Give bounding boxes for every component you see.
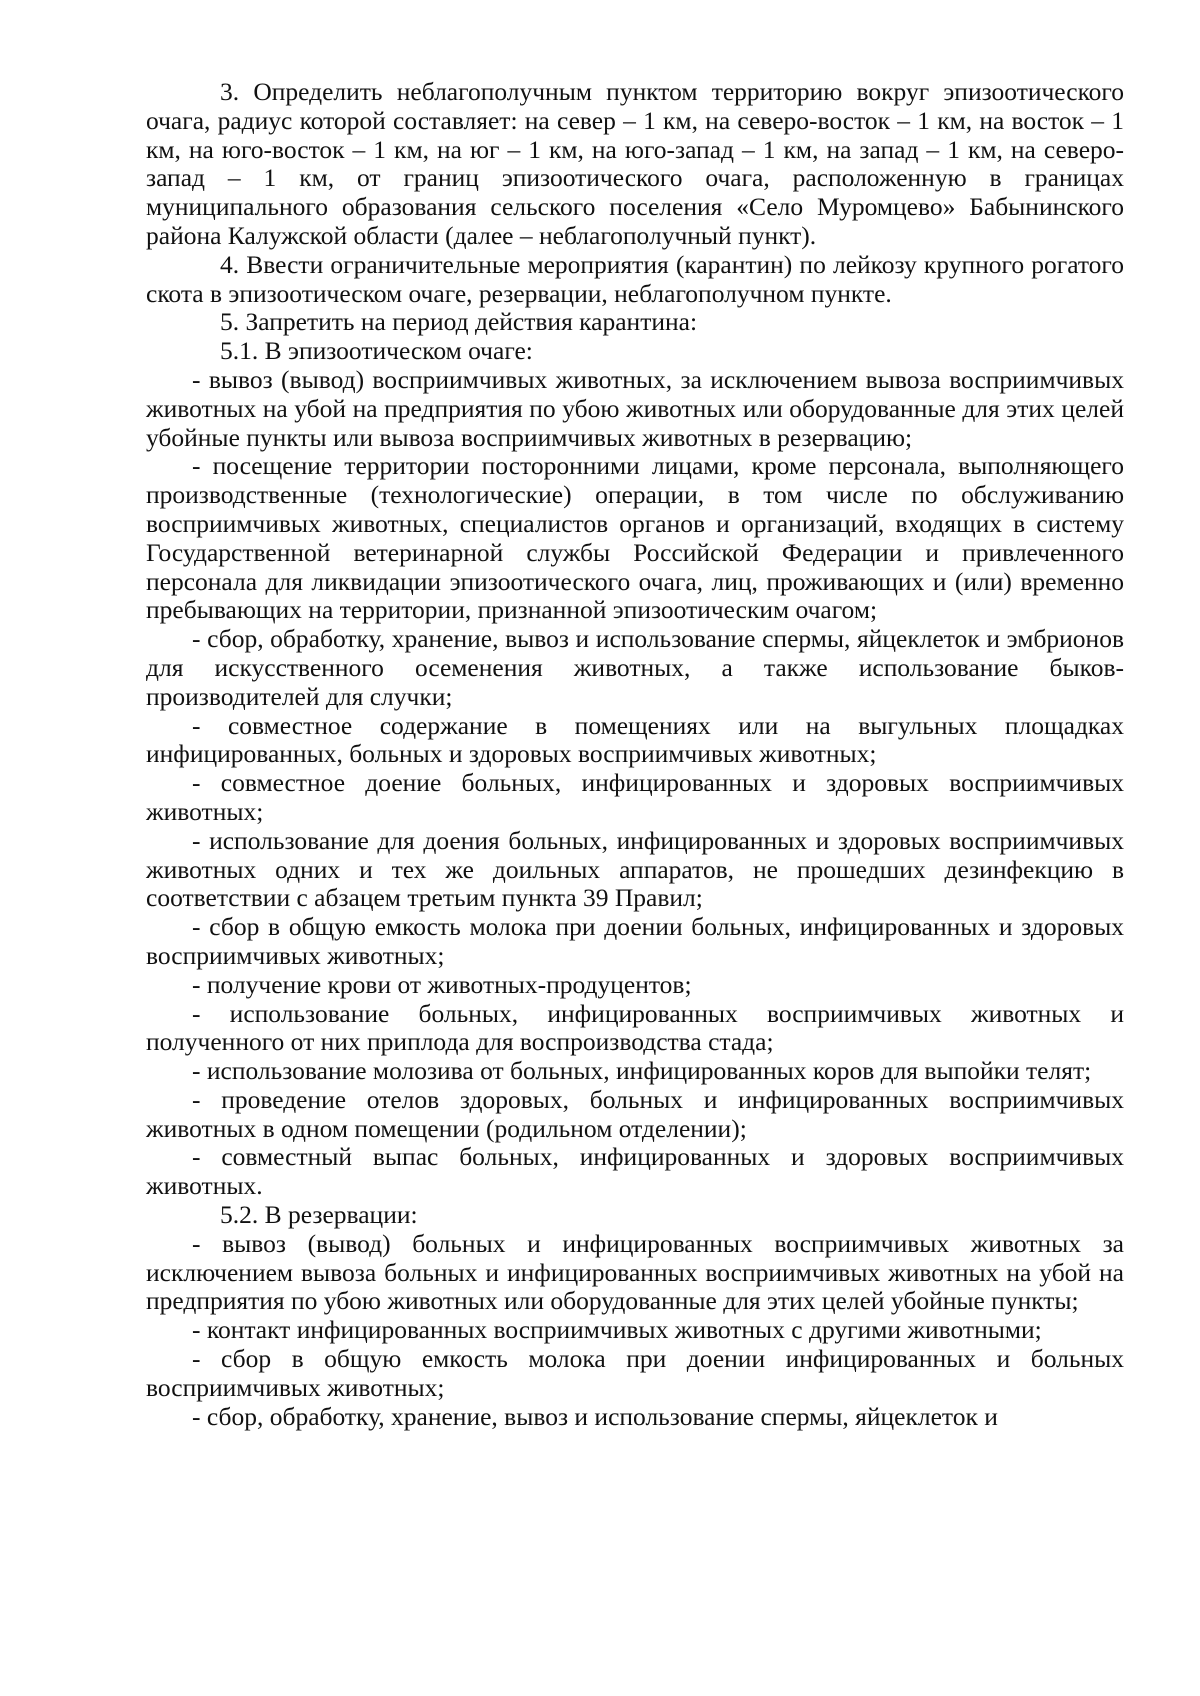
list-item: - сбор в общую емкость молока при доении инфицированных и больных восприимчивых животных; [146, 1344, 1124, 1402]
list-item: - посещение территории посторонними лицами, кроме персонала, выполняющего производственные (технологические) операции, в том числе по обслуживанию восприимчивых животных, специалистов органов и организаций, входящих в систему Государственной ветеринарной службы Российской Федерации и привлеченного персонала для ликвидации эпизоотического очага, лиц, проживающих и (или) временно пребывающих на территории, признанной эпизоотическим очагом; [146, 451, 1124, 625]
list-item: - совместное содержание в помещениях или на выгульных площадках инфицированных, больных и здоровых восприимчивых животных; [146, 710, 1124, 769]
paragraph-4: 4. Ввести ограничительные мероприятия (карантин) по лейкозу крупного рогатого скота в эпизоотическом очаге, резервации, неблагополучном пункте. [146, 249, 1124, 308]
list-item: - использование молозива от больных, инфицированных коров для выпойки телят; [192, 1056, 1092, 1086]
list-item: - совместное доение больных, инфицированных и здоровых восприимчивых животных; [146, 768, 1124, 826]
paragraph-5: 5. Запретить на период действия карантина: [220, 307, 698, 337]
list-item: - проведение отелов здоровых, больных и инфицированных восприимчивых животных в одном помещении (родильном отделении); [146, 1084, 1124, 1143]
document-page [146, 78, 1124, 1431]
subheading-5-1: 5.1. В эпизоотическом очаге: [220, 336, 533, 366]
list-item: - вывоз (вывод) больных и инфицированных восприимчивых животных за исключением вывоза больных и инфицированных восприимчивых животных на убой на предприятия по убою животных или оборудованные для этих целей убойные пункты; [146, 1228, 1124, 1316]
list-item: - сбор, обработку, хранение, вывоз и использование спермы, яйцеклеток и эмбрионов для искусственного осеменения животных, а также использование быков-производителей для случки; [146, 624, 1124, 711]
list-item: - получение крови от животных-продуцентов; [192, 969, 692, 999]
list-item: - сбор в общую емкость молока при доении больных, инфицированных и здоровых восприимчивых животных; [146, 912, 1124, 970]
subheading-5-2: 5.2. В резервации: [220, 1200, 418, 1230]
list-item: - сбор, обработку, хранение, вывоз и использование спермы, яйцеклеток и [192, 1401, 998, 1431]
paragraph-3: 3. Определить неблагополучным пунктом территорию вокруг эпизоотического очага, радиус которой составляет: на север – 1 км, на северо-восток – 1 км, на восток – 1 км, на юго-восток – 1 км, на юг – 1 км, на юго-запад – 1 км, на запад – 1 км, на северо-запад – 1 км, от границ эпизоотического очага, расположенную в границах муниципального образования сельского поселения «Село Муромцево» Бабынинского района Калужской области (далее – неблагополучный пункт). [146, 77, 1124, 250]
list-item: - использование для доения больных, инфицированных и здоровых восприимчивых животных одних и тех же доильных аппаратов, не прошедших дезинфекцию в соответствии с абзацем третьим пункта 39 Правил; [146, 825, 1124, 913]
list-item: - контакт инфицированных восприимчивых животных с другими животными; [192, 1315, 1042, 1345]
list-item: - вывоз (вывод) восприимчивых животных, за исключением вывоза восприимчивых животных на убой на предприятия по убою животных или оборудованные для этих целей убойные пункты или вывоза восприимчивых животных в резервацию; [146, 364, 1124, 452]
list-item: - совместный выпас больных, инфицированных и здоровых восприимчивых животных. [146, 1142, 1124, 1201]
list-item: - использование больных, инфицированных восприимчивых животных и полученного от них приплода для воспроизводства стада; [146, 998, 1124, 1057]
